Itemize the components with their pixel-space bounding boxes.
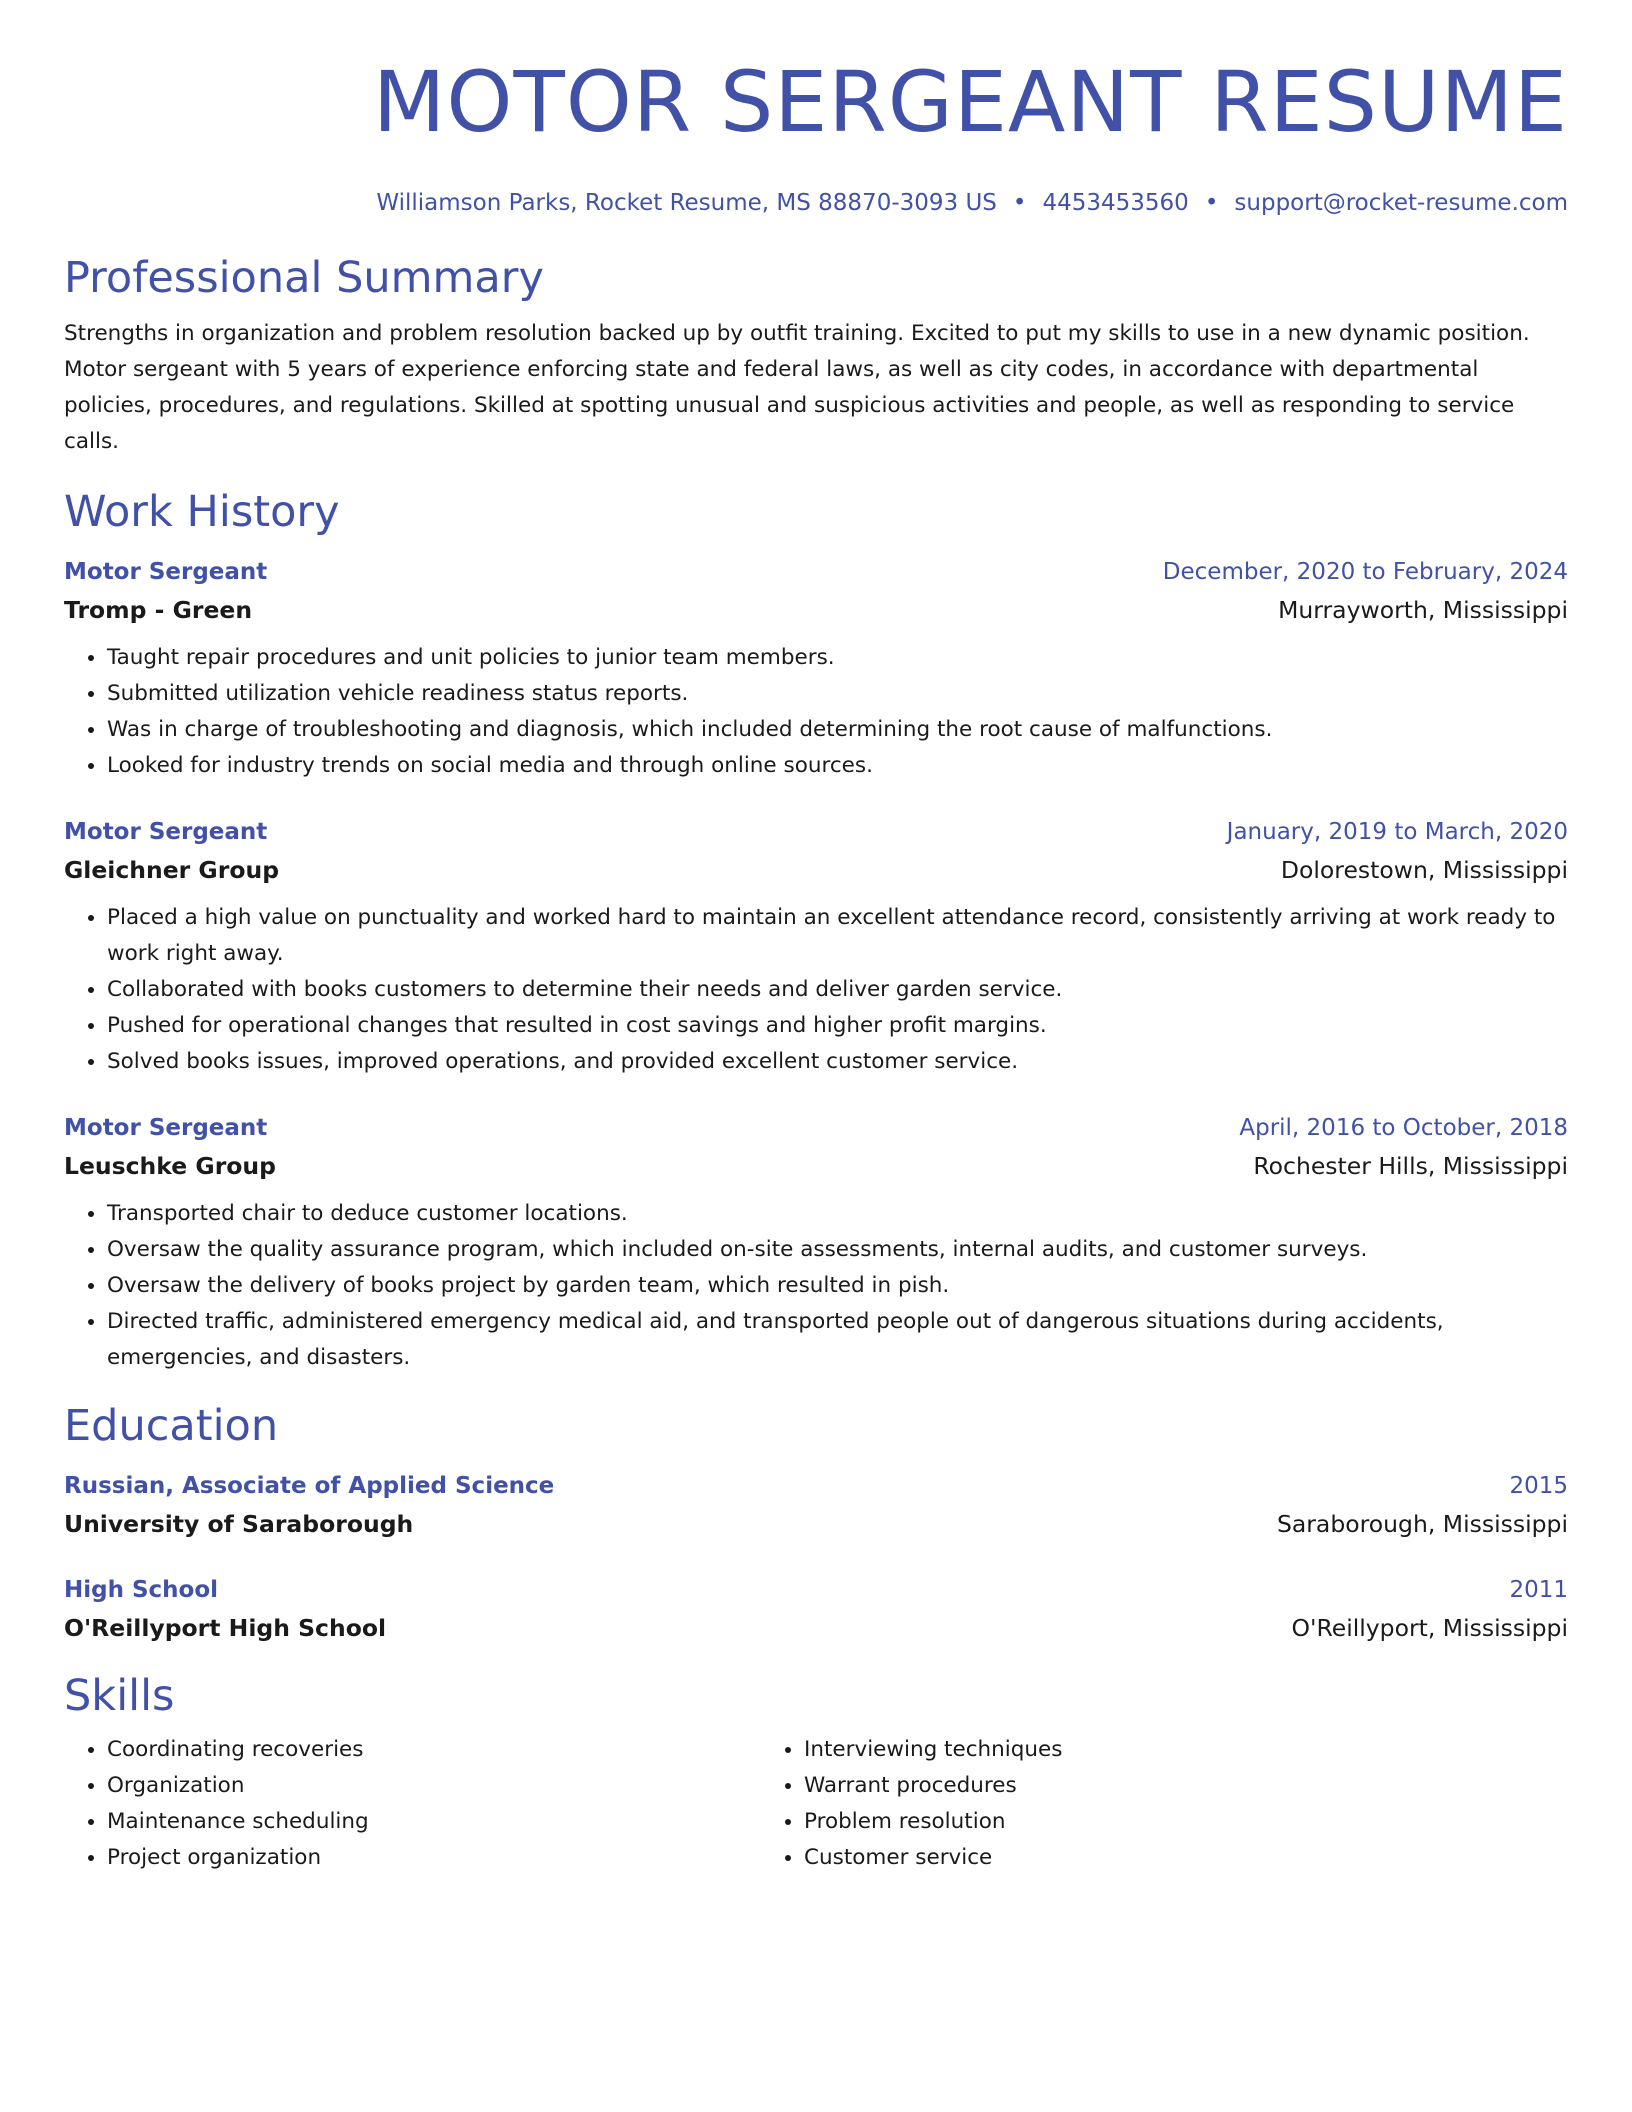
job-location: Dolorestown, Mississippi [1280,856,1568,884]
education-school: University of Saraborough [64,1510,414,1538]
education-section [64,1398,1568,1648]
skill-item: • Maintenance scheduling [107,1804,761,1840]
job-bullet: • Transported chair to deduce customer locations. [107,1196,1568,1232]
job-location: Rochester Hills, Mississippi [1253,1152,1568,1180]
job-dates: January, 2019 to March, 2020 [1226,819,1568,845]
education-year: 2011 [1509,1577,1568,1603]
education-entry [64,1468,1568,1544]
skill-item: • Interviewing techniques [804,1732,1568,1768]
resume-header [64,52,1568,218]
contact-email: support@rocket-resume.com [1234,190,1568,216]
job-entry [64,1110,1568,1376]
job-location: Murrayworth, Mississippi [1278,596,1568,624]
summary-heading: Professional Summary [64,253,544,303]
skill-item: • Coordinating recoveries [107,1732,761,1768]
job-bullet: • Taught repair procedures and unit policies to junior team members. [107,640,1568,676]
skills-list-left [64,1732,761,1876]
skill-item: • Project organization [107,1840,761,1876]
contact-separator: • [1204,190,1219,216]
job-bullet: • Solved books issues, improved operations, and provided excellent customer service. [107,1044,1568,1080]
education-degree: Russian, Associate of Applied Science [64,1473,555,1499]
job-bullet: • Collaborated with books customers to determine their needs and deliver garden service. [107,972,1568,1008]
job-entry [64,554,1568,784]
contact-phone: 4453453560 [1042,190,1189,216]
education-location: Saraborough, Mississippi [1276,1510,1568,1538]
education-heading: Education [64,1401,279,1451]
job-dates: April, 2016 to October, 2018 [1239,1115,1568,1141]
contact-separator: • [1012,190,1027,216]
skills-list-right [761,1732,1568,1876]
work-history-section [64,484,1568,1376]
skill-item: • Customer service [804,1840,1568,1876]
job-bullet: • Was in charge of troubleshooting and diagnosis, which included determining the root cause of malfunctions. [107,712,1568,748]
job-position: Motor Sergeant [64,1115,268,1141]
contact-line [64,188,1568,218]
contact-address: Williamson Parks, Rocket Resume, MS 88870-3093 US [376,190,997,216]
skills-grid [64,1732,1568,1876]
job-company: Gleichner Group [64,856,280,884]
job-bullets [64,1196,1568,1376]
education-school: O'Reillyport High School [64,1614,387,1642]
job-entry [64,814,1568,1080]
skill-item: • Problem resolution [804,1804,1568,1840]
job-bullet: • Placed a high value on punctuality and worked hard to maintain an excellent attendance record, consistently arriving at work ready to work right away. [107,900,1568,972]
skills-heading: Skills [64,1671,175,1721]
summary-section [64,250,1568,460]
job-bullet: • Oversaw the delivery of books project by garden team, which resulted in pish. [107,1268,1568,1304]
job-position: Motor Sergeant [64,559,268,585]
job-bullets [64,640,1568,784]
job-dates: December, 2020 to February, 2024 [1162,559,1568,585]
resume-title: MOTOR SERGEANT RESUME [372,53,1568,151]
skill-item: • Organization [107,1768,761,1804]
job-bullet: • Pushed for operational changes that resulted in cost savings and higher profit margins. [107,1008,1568,1044]
summary-text: Strengths in organization and problem resolution backed up by outfit training. Excited to put my skills to use in a new dynamic position. Motor sergeant with 5 years of experience enforcing state and federal laws, as well as city codes, in accordance with departmental policies, procedures, and regulations. Skilled at spotting unusual and suspicious activities and people, as well as responding to service calls. [64,321,1530,454]
job-company: Tromp - Green [64,596,253,624]
job-company: Leuschke Group [64,1152,276,1180]
job-bullet: • Directed traffic, administered emergency medical aid, and transported people out of dangerous situations during accidents, emergencies, and disasters. [107,1304,1568,1376]
education-year: 2015 [1509,1473,1568,1499]
work-history-heading: Work History [64,487,340,537]
education-entry [64,1572,1568,1648]
job-position: Motor Sergeant [64,819,268,845]
education-degree: High School [64,1577,219,1603]
job-bullet: • Oversaw the quality assurance program, which included on-site assessments, internal audits, and customer surveys. [107,1232,1568,1268]
job-bullet: • Submitted utilization vehicle readiness status reports. [107,676,1568,712]
skill-item: • Warrant procedures [804,1768,1568,1804]
job-bullets [64,900,1568,1080]
job-bullet: • Looked for industry trends on social media and through online sources. [107,748,1568,784]
education-location: O'Reillyport, Mississippi [1291,1614,1568,1642]
skills-section [64,1668,1568,1876]
